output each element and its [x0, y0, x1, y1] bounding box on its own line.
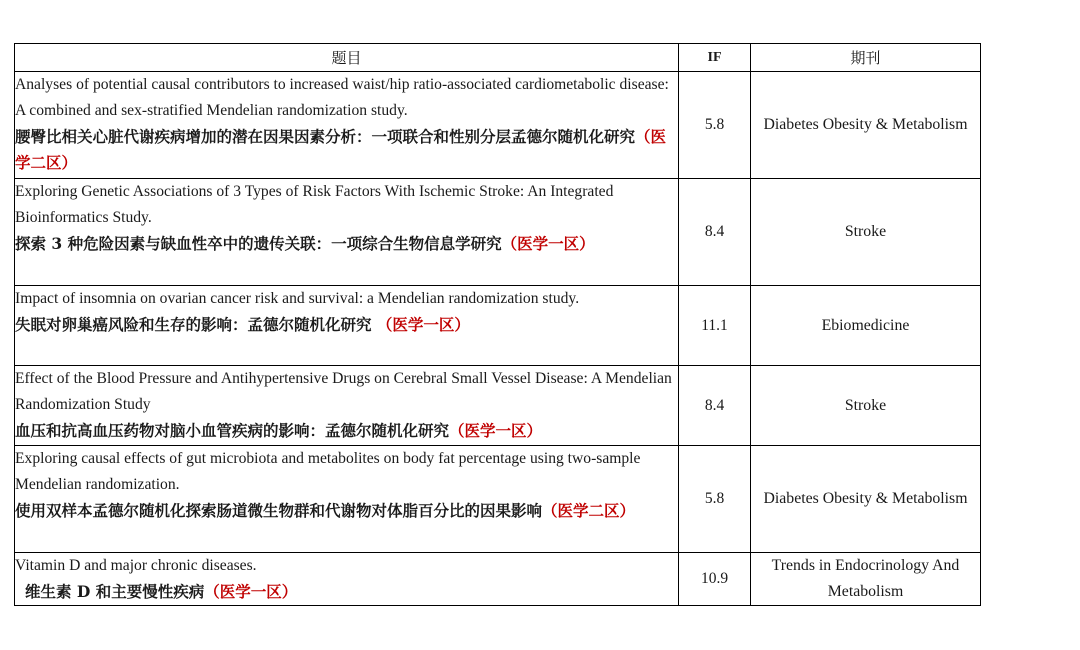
title-zh: 腰臀比相关心脏代谢疾病增加的潜在因果因素分析：一项联合和性别分层孟德尔随机化研究 — [15, 127, 636, 146]
title-en: Exploring Genetic Associations of 3 Types of Risk Factors With Ischemic Stroke: An Integrated Bioinformatics Study. — [15, 183, 614, 226]
title-zh-line — [15, 498, 678, 524]
zone-tag: （医学一区） — [204, 582, 298, 601]
title-zh: 维生素 D 和主要慢性疾病 — [25, 582, 205, 601]
title-zh: 使用双样本孟德尔随机化探索肠道微生物群和代谢物对体脂百分比的因果影响 — [15, 501, 543, 520]
title-en: Analyses of potential causal contributors to increased waist/hip ratio-associated cardiometabolic disease: A combined and sex-stratified Mendelian randomization study. — [15, 76, 669, 119]
table-row — [15, 179, 981, 286]
journal-name: Diabetes Obesity & Metabolism — [751, 72, 981, 179]
impact-factor: 5.8 — [679, 446, 751, 553]
impact-factor: 5.8 — [679, 72, 751, 179]
title-cell — [15, 179, 679, 286]
impact-factor: 8.4 — [679, 366, 751, 446]
papers-table — [14, 43, 981, 606]
journal-name: Trends in Endocrinology And Metabolism — [751, 553, 981, 606]
title-zh-line — [15, 418, 678, 444]
title-zh-line — [15, 124, 678, 176]
impact-factor: 8.4 — [679, 179, 751, 286]
title-en: Effect of the Blood Pressure and Antihypertensive Drugs on Cerebral Small Vessel Disease: A Mendelian Randomization Study — [15, 370, 672, 413]
title-cell — [15, 72, 679, 179]
table-row — [15, 286, 981, 366]
zone-tag: （医学二区） — [15, 127, 667, 172]
table-row — [15, 72, 981, 179]
journal-name: Stroke — [751, 366, 981, 446]
header-title: 题目 — [15, 44, 679, 72]
title-zh: 失眠对卵巢癌风险和生存的影响：孟德尔随机化研究 — [15, 315, 377, 334]
table-row — [15, 446, 981, 553]
title-zh: 血压和抗高血压药物对脑小血管疾病的影响：孟德尔随机化研究 — [15, 421, 450, 440]
title-en: Exploring causal effects of gut microbiota and metabolites on body fat percentage using two-sample Mendelian randomization. — [15, 450, 641, 493]
zone-tag: （医学一区） — [376, 315, 470, 334]
header-journal: 期刊 — [751, 44, 981, 72]
zone-tag: （医学一区） — [449, 421, 543, 440]
impact-factor: 11.1 — [679, 286, 751, 366]
impact-factor: 10.9 — [679, 553, 751, 606]
journal-name: Stroke — [751, 179, 981, 286]
title-zh-line — [15, 579, 678, 605]
journal-name: Diabetes Obesity & Metabolism — [751, 446, 981, 553]
zone-tag: （医学二区） — [542, 501, 636, 520]
table-row — [15, 366, 981, 446]
title-en: Vitamin D and major chronic diseases. — [15, 557, 257, 574]
title-cell — [15, 286, 679, 366]
title-zh-line — [15, 231, 678, 257]
title-zh: 探索 3 种危险因素与缺血性卒中的遗传关联：一项综合生物信息学研究 — [15, 234, 502, 253]
header-if: IF — [679, 44, 751, 72]
title-cell — [15, 366, 679, 446]
title-cell — [15, 553, 679, 606]
table-header-row — [15, 44, 981, 72]
title-en: Impact of insomnia on ovarian cancer risk and survival: a Mendelian randomization study. — [15, 290, 580, 307]
title-cell — [15, 446, 679, 553]
title-zh-line — [15, 312, 678, 338]
zone-tag: （医学一区） — [501, 234, 595, 253]
journal-name: Ebiomedicine — [751, 286, 981, 366]
table-row — [15, 553, 981, 606]
